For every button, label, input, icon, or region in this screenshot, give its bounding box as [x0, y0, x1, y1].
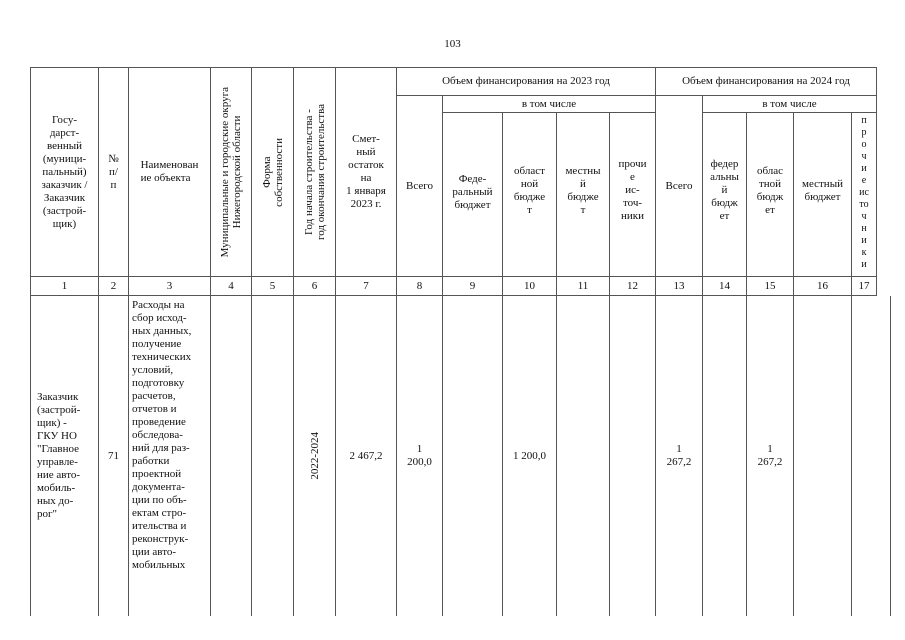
header-ownership — [251, 67, 293, 276]
header-incl-2023 — [442, 95, 655, 112]
colnum-12-label: 12 — [627, 279, 638, 292]
colnum-1-label: 1 — [61, 279, 68, 292]
colnum-2-label: 2 — [110, 279, 117, 292]
row-total-2023-text: 1 200,0 — [407, 443, 432, 468]
colnum-13-label: 13 — [673, 279, 685, 292]
colnum-14 — [702, 276, 746, 296]
colnum-8-label: 8 — [416, 279, 423, 292]
row-object-text: Расходы на сбор исход- ных данных, получение технических условий, подготовку расчетов, отчетов и проведение обследова- ний для раз- работки проектной документа- ции по объ- ектам стро- ительства и реконструк- ции авто- мобильных — [132, 299, 192, 571]
colnum-16-label: 16 — [817, 279, 828, 292]
header-federal-2023-label: Феде- ральный бюджет — [452, 173, 493, 211]
header-regional-2023-label: област ной бюдже т — [513, 165, 546, 216]
header-federal-2024-label: федер альны й бюдж ет — [710, 158, 739, 222]
row-years — [293, 296, 335, 616]
header-incl-2024-label: в том числе — [762, 97, 817, 110]
header-ownership-label: Форма собственности — [260, 137, 285, 207]
colnum-5 — [251, 276, 293, 296]
header-total-2024-label: Всего — [665, 179, 693, 192]
header-incl-2024 — [702, 95, 877, 112]
row-total-2023 — [396, 296, 442, 616]
colnum-16 — [793, 276, 851, 296]
header-federal-2023 — [442, 112, 502, 276]
colnum-7-label: 7 — [363, 279, 369, 292]
header-local-2024 — [793, 112, 851, 276]
header-incl-2023-label: в том числе — [521, 97, 577, 110]
colnum-17 — [851, 276, 877, 296]
colnum-3 — [128, 276, 210, 296]
row-customer-text: Заказчик (застрой- щик) - ГКУ НО "Главное управле- ние авто- мобиль- ных до- рог" — [37, 391, 81, 520]
header-fin-2023 — [396, 67, 655, 95]
row-federal-2023 — [442, 296, 502, 616]
header-total-2023 — [396, 95, 442, 276]
row-estimate-text: 2 467,2 — [349, 449, 383, 462]
colnum-5-label: 5 — [269, 279, 276, 292]
row-other-2023 — [609, 296, 655, 616]
colnum-9-label: 9 — [469, 279, 476, 292]
header-customer-label: Госу- дарст- венный (муници- пальный) заказчик / Заказчик (застрой- щик) — [41, 113, 88, 230]
header-federal-2024 — [702, 112, 746, 276]
row-local-2023 — [556, 296, 609, 616]
row-customer — [30, 296, 98, 616]
row-federal-2024 — [702, 296, 746, 616]
colnum-15 — [746, 276, 793, 296]
header-fin-2023-label: Объем финансирования на 2023 год — [442, 75, 610, 87]
colnum-12 — [609, 276, 655, 296]
colnum-7 — [335, 276, 396, 296]
colnum-14-label: 14 — [719, 279, 730, 292]
header-total-2024 — [655, 95, 702, 276]
colnum-17-label: 17 — [858, 279, 870, 292]
row-ownership — [251, 296, 293, 616]
row-regional-2024-text: 1 267,2 — [757, 443, 783, 468]
colnum-3-label: 3 — [166, 279, 173, 292]
colnum-2 — [98, 276, 128, 296]
header-fin-2024-label: Объем финансирования на 2024 год — [682, 75, 850, 87]
header-num-label: № п/ п — [108, 152, 119, 191]
row-local-2024 — [793, 296, 851, 616]
colnum-4-label: 4 — [228, 279, 234, 292]
row-num — [98, 296, 128, 616]
colnum-10 — [502, 276, 556, 296]
header-local-2023 — [556, 112, 609, 276]
row-regional-2023-text: 1 200,0 — [513, 449, 546, 462]
colnum-1 — [30, 276, 98, 296]
row-total-2024-text: 1 267,2 — [666, 443, 692, 468]
header-other-2024-label: п р о ч и е ис то ч н и к и — [859, 115, 869, 270]
row-regional-2023 — [502, 296, 556, 616]
header-years — [293, 67, 335, 276]
header-object-label: Наименован ие объекта — [140, 159, 199, 184]
header-fin-2024 — [655, 67, 877, 95]
header-regional-2024 — [746, 112, 793, 276]
row-total-2024 — [655, 296, 702, 616]
colnum-11 — [556, 276, 609, 296]
header-estimate — [335, 67, 396, 276]
row-other-2024 — [851, 296, 891, 616]
header-customer — [30, 67, 98, 276]
header-other-2023 — [609, 112, 655, 276]
row-object — [128, 296, 210, 616]
row-estimate — [335, 296, 396, 616]
row-municipality — [210, 296, 251, 616]
header-years-label: Год начала строительства - год окончания строительства — [302, 104, 327, 240]
colnum-4 — [210, 276, 251, 296]
header-regional-2023 — [502, 112, 556, 276]
header-object — [128, 67, 210, 276]
header-municipality — [210, 67, 251, 276]
header-num — [98, 67, 128, 276]
header-other-2024 — [851, 112, 877, 276]
colnum-13 — [655, 276, 702, 296]
header-local-2024-label: местный бюджет — [802, 178, 843, 203]
header-total-2023-label: Всего — [406, 179, 433, 192]
colnum-8 — [396, 276, 442, 296]
colnum-9 — [442, 276, 502, 296]
page-number: 103 — [444, 38, 461, 50]
row-years-text: 2022-2024 — [308, 432, 321, 480]
header-municipality-label: Муниципальные и городские округа Нижегородской области — [219, 86, 243, 258]
header-other-2023-label: прочи е ис- точ- ники — [618, 158, 647, 222]
colnum-11-label: 11 — [577, 279, 589, 292]
row-regional-2024 — [746, 296, 793, 616]
colnum-10-label: 10 — [524, 279, 535, 292]
header-regional-2024-label: облас тной бюдж ет — [756, 165, 784, 216]
colnum-15-label: 15 — [764, 279, 776, 292]
colnum-6-label: 6 — [311, 279, 318, 292]
header-local-2023-label: местны й бюдже т — [565, 165, 601, 216]
colnum-6 — [293, 276, 335, 296]
row-num-text: 71 — [108, 449, 119, 462]
header-estimate-label: Смет- ный остаток на 1 января 2023 г. — [346, 133, 386, 210]
